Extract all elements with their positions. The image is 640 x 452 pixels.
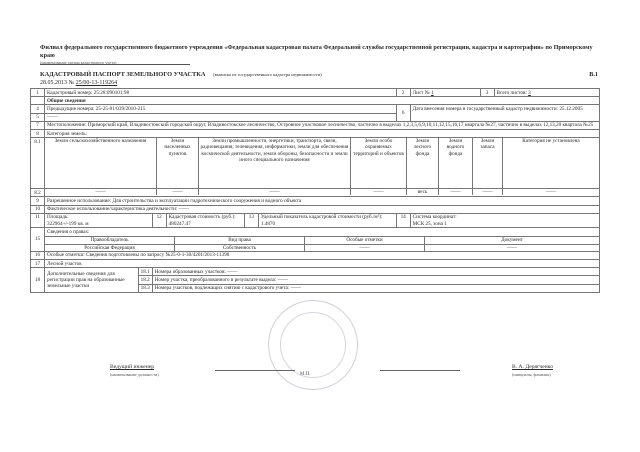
row-2-num: 2	[396, 89, 410, 97]
row-1-cell	[45, 89, 397, 97]
actual-use: Фактическое использование/характеристика деятельности: ——	[45, 205, 600, 213]
position-caption: (наименование должности)	[110, 372, 159, 377]
signer-name: В. А. Дерягченко	[512, 364, 553, 370]
rights-notes: ——	[305, 245, 425, 251]
row-18-3-num: 18.3	[138, 284, 152, 292]
signer-caption: (инициалы, фамилия)	[512, 372, 551, 377]
removed-plots: Номера участков, подлежащих снятию с кадастрового учета: ——	[152, 284, 599, 292]
land-category-label: Категория земель:	[45, 130, 600, 138]
area-cell	[45, 213, 153, 227]
total-sheets-label: Всего листов:	[496, 89, 527, 96]
date-line	[40, 80, 117, 86]
rights-notes-header: Особые отметки	[305, 237, 425, 243]
cadastral-table	[30, 88, 600, 293]
rights-title: Сведения о правах:	[45, 228, 599, 237]
row-8-1-num: 8.1	[31, 138, 45, 189]
cadastral-value-label: Кадастровая стоимость (руб.):	[168, 214, 236, 221]
cat-industry: Земли промышленности, энергетики, транспорта, связи, радиовещания, телевидения, информатики, земли для обеспечения космической деятельности, земли обороны, безопасности и земли иного специального назначения	[199, 138, 351, 188]
row-8-2-num: 8.2	[31, 189, 45, 197]
cat-value-5: весь	[407, 189, 439, 195]
cat-settlements: Земли населенных пунктов	[157, 138, 199, 188]
rights-holder-header: Правообладатель	[45, 237, 175, 243]
row-16-num: 16	[31, 251, 45, 259]
cat-unset: Категория не установлена	[522, 138, 580, 145]
row-4-num: 4	[31, 105, 45, 113]
cadastral-value: 480247.47	[168, 220, 191, 227]
category-values	[45, 189, 600, 197]
formed-plots: Номера образованных участков: ——	[152, 268, 599, 276]
category-headers	[45, 138, 600, 189]
additional-info: Дополнительные сведения для регистрации прав на образованные земельные участки	[45, 268, 139, 293]
form-code: В.1	[589, 71, 598, 78]
cadastral-number-label: Кадастровый номер:	[47, 89, 93, 96]
row-8-num: 8	[31, 130, 45, 138]
row-11-num: 11	[31, 213, 45, 227]
row-15-num: 15	[31, 228, 45, 252]
coordinate-system-cell	[410, 213, 599, 227]
cat-value-2: ——	[157, 189, 199, 195]
organization-caption: (наименование органа кадастрового учета)	[40, 60, 117, 65]
specific-value: 1.4870	[260, 220, 276, 227]
row-14-num: 14	[396, 213, 410, 227]
sheet-label: Лист №	[412, 89, 430, 96]
rights-document: ——	[506, 244, 518, 251]
rights-type-header: Вид права	[175, 237, 305, 243]
rights-document-header: Документ	[501, 237, 523, 244]
signature-line	[215, 370, 295, 371]
row-10-num: 10	[31, 205, 45, 213]
row-9-num: 9	[31, 197, 45, 205]
row-6-num: 6	[396, 105, 410, 121]
official-stamp-inner	[280, 312, 346, 378]
area-label: Площадь:	[47, 214, 69, 221]
cadastral-value-cell	[166, 213, 244, 227]
cat-value-4: ——	[351, 189, 407, 195]
row-18-2-num: 18.2	[138, 276, 152, 284]
location: Местоположение: Приморский край, Владивостокский городской округ, Владивостокское лесничество, Островное участковое лесничество, частично в выделах 1,2,3,5,6,9,10,11,12,15,16,17 квартала №27, частично в выделах 12,13,20 квартала №25	[45, 121, 600, 129]
rights-cell	[45, 228, 600, 252]
row-5-num: 5	[31, 113, 45, 121]
row-3-cell	[494, 89, 600, 97]
sheet-number: 1	[431, 89, 434, 96]
specific-value-cell	[258, 213, 396, 227]
cat-forest: Земли лесного фонда	[407, 138, 439, 188]
row-17-num: 17	[31, 260, 45, 268]
seal-place-mark: М.П.	[300, 372, 311, 377]
title-text: КАДАСТРОВЫЙ ПАСПОРТ ЗЕМЕЛЬНОГО УЧАСТКА	[40, 71, 206, 78]
row-1-num: 1	[31, 89, 45, 97]
cat-agricultural: Земли сельскохозяйственного назначения	[45, 138, 157, 188]
transformed-plot: Номер участка, преобразованного в результате выдела: ——	[152, 276, 599, 284]
cat-value-1: ——	[45, 189, 157, 195]
coordinate-system-label: Система координат:	[412, 214, 457, 221]
rights-type: Собственность	[175, 245, 305, 251]
area-value: 322964+/-199 кв. м	[47, 220, 89, 227]
row-18-1-num: 18.1	[138, 268, 152, 276]
previous-numbers: Предыдущие номера: 25-25-01/039/2010-215	[45, 105, 397, 113]
total-sheets: 3	[528, 89, 531, 96]
document-title	[40, 71, 600, 78]
row-2-cell	[410, 89, 480, 97]
doc-number: 25/00-13-119264	[75, 80, 118, 86]
permitted-use: Разрешенное использование: Для строительства и эксплуатации гидротехнического сооружения и водного объекта	[45, 197, 600, 205]
specific-value-label: Удельный показатель кадастровой стоимости (руб./м²):	[260, 214, 383, 221]
number-entry-date: Дата внесения номера в государственный кадастр недвижимости: 25.12.2005	[410, 105, 599, 121]
forest-plot: Лесной участок	[45, 260, 600, 268]
special-notes: Особые отметки: Сведения подготовлены по запросу №25-0-1-30/4201/2013-11398	[45, 251, 600, 259]
rights-holder: Российская Федерация	[45, 245, 175, 251]
cat-water: Земли водного фонда	[439, 138, 473, 188]
cat-value-8: ——	[545, 189, 557, 196]
signature-line-2	[380, 370, 460, 371]
cat-value-6: ——	[439, 189, 473, 195]
row-12-num: 12	[152, 213, 166, 227]
cat-protected: Земли особо охраняемых территорий и объектов	[351, 138, 407, 188]
title-subtext: (выписка из государственного кадастра недвижимости)	[213, 72, 322, 77]
row-18-num: 18	[31, 268, 45, 293]
row-3-num: 3	[480, 89, 494, 97]
row-13-num: 13	[244, 213, 258, 227]
cat-value-3: ——	[199, 189, 351, 195]
organization-name: Филиал федерального государственного бюджетного учреждения «Федеральная кадастровая палата Федеральной службы государственной регистрации, кадастра и картографии» по Приморскому краю	[40, 44, 593, 59]
cadastral-number: 25:28:090101:98	[93, 89, 130, 96]
row-5-value: ——	[45, 113, 397, 121]
cat-value-7: ——	[473, 189, 503, 195]
issue-date: 28.05.2013	[40, 80, 67, 86]
position-title: Ведущий инженер	[110, 364, 155, 370]
coordinate-system: МСК 25, зона 1	[412, 220, 447, 227]
cat-reserve: Земли запаса	[473, 138, 503, 188]
doc-number-label: №	[68, 80, 75, 86]
general-info-heading: Общие сведения	[45, 97, 600, 105]
row-7-num: 7	[31, 121, 45, 129]
row-1	[31, 89, 600, 97]
